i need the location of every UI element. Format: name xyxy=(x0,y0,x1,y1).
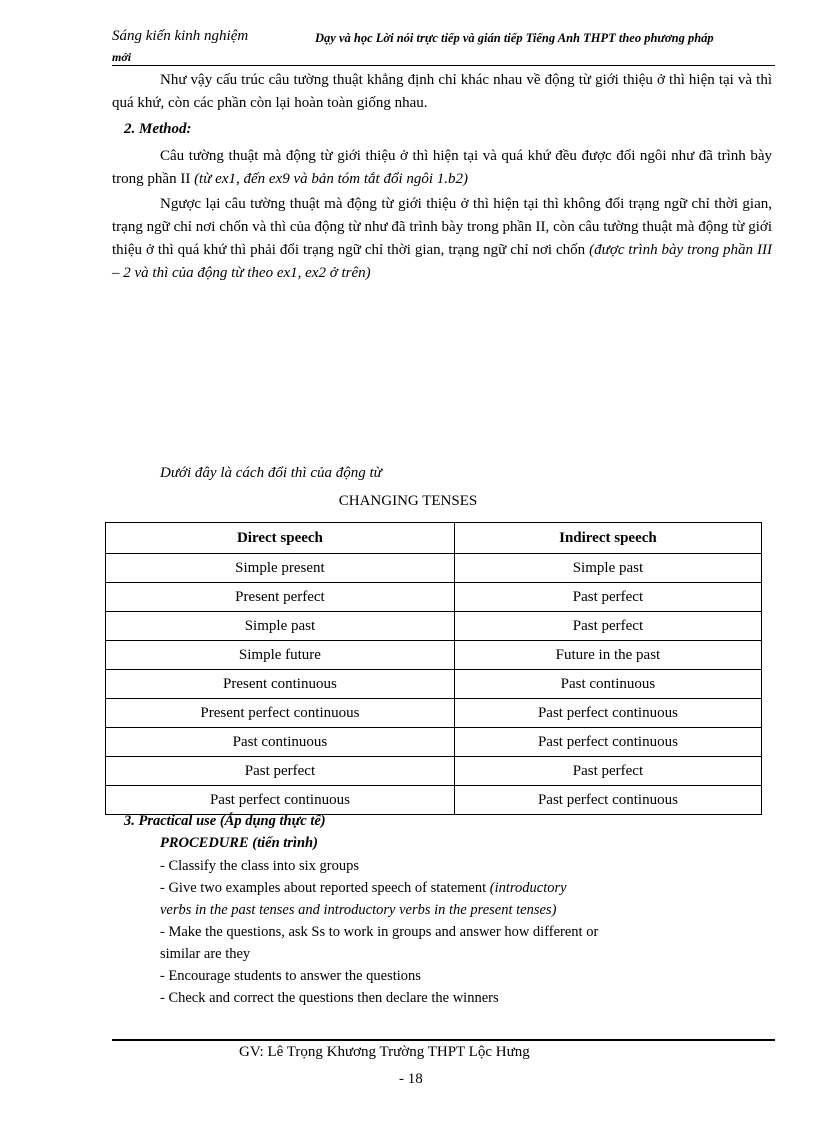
indirect-cell: Past perfect continuous xyxy=(454,728,761,757)
direct-cell: Past perfect xyxy=(106,757,455,786)
practical-heading: 3. Practical use (Áp dụng thực tế) xyxy=(124,813,326,829)
method-paragraph-1 xyxy=(112,145,772,191)
table-row xyxy=(106,786,762,815)
method-p2-text: Ngược lại câu tường thuật mà động từ giới thiệu ở thì hiện tại thì không đổi trạng ngữ chỉ thời gian, trạng ngữ chỉ nơi chốn và thì của động từ như đã trình bày trong phần II, còn câu tường thuật mà động từ giới thiệu ở thì quá khứ thì phải đổi trạng ngữ chỉ thời gian, trạng ngữ chỉ nơi chốn xyxy=(112,196,772,258)
direct-cell: Past continuous xyxy=(106,728,455,757)
method-paragraph-2 xyxy=(112,193,772,285)
procedure-item-2-text: - Give two examples about reported speech of statement xyxy=(160,880,490,896)
tense-intro: Dưới đây là cách đổi thì của động từ xyxy=(160,465,382,481)
method-p1-text: Câu tường thuật mà động từ giới thiệu ở thì hiện tại và quá khứ đều được đổi ngôi như đã trình bày trong phần II xyxy=(112,148,772,187)
indirect-cell: Past perfect continuous xyxy=(454,699,761,728)
procedure-item-4: - Encourage students to answer the questions xyxy=(160,968,421,984)
table-row xyxy=(106,728,762,757)
header-left-continued: mới xyxy=(112,50,132,64)
table-title: CHANGING TENSES xyxy=(338,493,478,509)
footer-author: GV: Lê Trọng Khương Trường THPT Lộc Hưng xyxy=(239,1044,530,1060)
table-row xyxy=(106,641,762,670)
method-p2-italic: (được trình bày trong phần III – 2 và thì của động từ theo ex1, ex2 ở trên) xyxy=(112,242,772,281)
direct-cell: Simple present xyxy=(106,554,455,583)
indirect-cell: Simple past xyxy=(454,554,761,583)
procedure-item-5: - Check and correct the questions then declare the winners xyxy=(160,990,499,1006)
header-direct-speech: Direct speech xyxy=(106,523,455,554)
header-right: Dạy và học Lời nói trực tiếp và gián tiếp Tiếng Anh THPT theo phương pháp xyxy=(315,31,714,45)
direct-cell: Simple future xyxy=(106,641,455,670)
indirect-cell: Past perfect xyxy=(454,757,761,786)
indirect-cell: Past perfect continuous xyxy=(454,786,761,815)
header-left: Sáng kiến kinh nghiệm xyxy=(112,28,249,44)
procedure-item-2 xyxy=(160,877,567,900)
table-row xyxy=(106,757,762,786)
direct-cell: Present perfect continuous xyxy=(106,699,455,728)
table-row xyxy=(106,670,762,699)
procedure-item-3: - Make the questions, ask Ss to work in groups and answer how different or xyxy=(160,924,599,940)
table-row xyxy=(106,612,762,641)
direct-cell: Present perfect xyxy=(106,583,455,612)
direct-cell: Past perfect continuous xyxy=(106,786,455,815)
indirect-cell: Future in the past xyxy=(454,641,761,670)
procedure-item-2-italic: (introductory xyxy=(489,880,567,896)
table-row xyxy=(106,554,762,583)
procedure-item-3-continued: similar are they xyxy=(160,946,251,962)
table-header-row xyxy=(106,523,762,554)
page-number: - 18 xyxy=(399,1071,423,1087)
header-indirect-speech: Indirect speech xyxy=(454,523,761,554)
indirect-cell: Past perfect xyxy=(454,612,761,641)
table-row xyxy=(106,583,762,612)
indirect-cell: Past perfect xyxy=(454,583,761,612)
header-divider xyxy=(112,65,775,66)
method-heading: 2. Method: xyxy=(124,121,192,137)
direct-cell: Simple past xyxy=(106,612,455,641)
procedure-heading: PROCEDURE (tiến trình) xyxy=(160,835,318,851)
procedure-item-1: - Classify the class into six groups xyxy=(160,858,359,874)
indirect-cell: Past continuous xyxy=(454,670,761,699)
procedure-item-2-continued: verbs in the past tenses and introductory verbs in the present tenses) xyxy=(160,902,557,918)
direct-cell: Present continuous xyxy=(106,670,455,699)
intro-paragraph: Như vậy cấu trúc câu tường thuật khẳng định chỉ khác nhau về động từ giới thiệu ở thì hiện tại và thì quá khứ, còn các phần còn lại hoàn toàn giống nhau. xyxy=(112,72,772,111)
method-p1-italic: (từ ex1, đến ex9 và bản tóm tắt đổi ngôi 1.b2) xyxy=(194,171,469,187)
footer-divider xyxy=(112,1039,775,1041)
changing-tenses-table xyxy=(105,522,762,815)
table-row xyxy=(106,699,762,728)
